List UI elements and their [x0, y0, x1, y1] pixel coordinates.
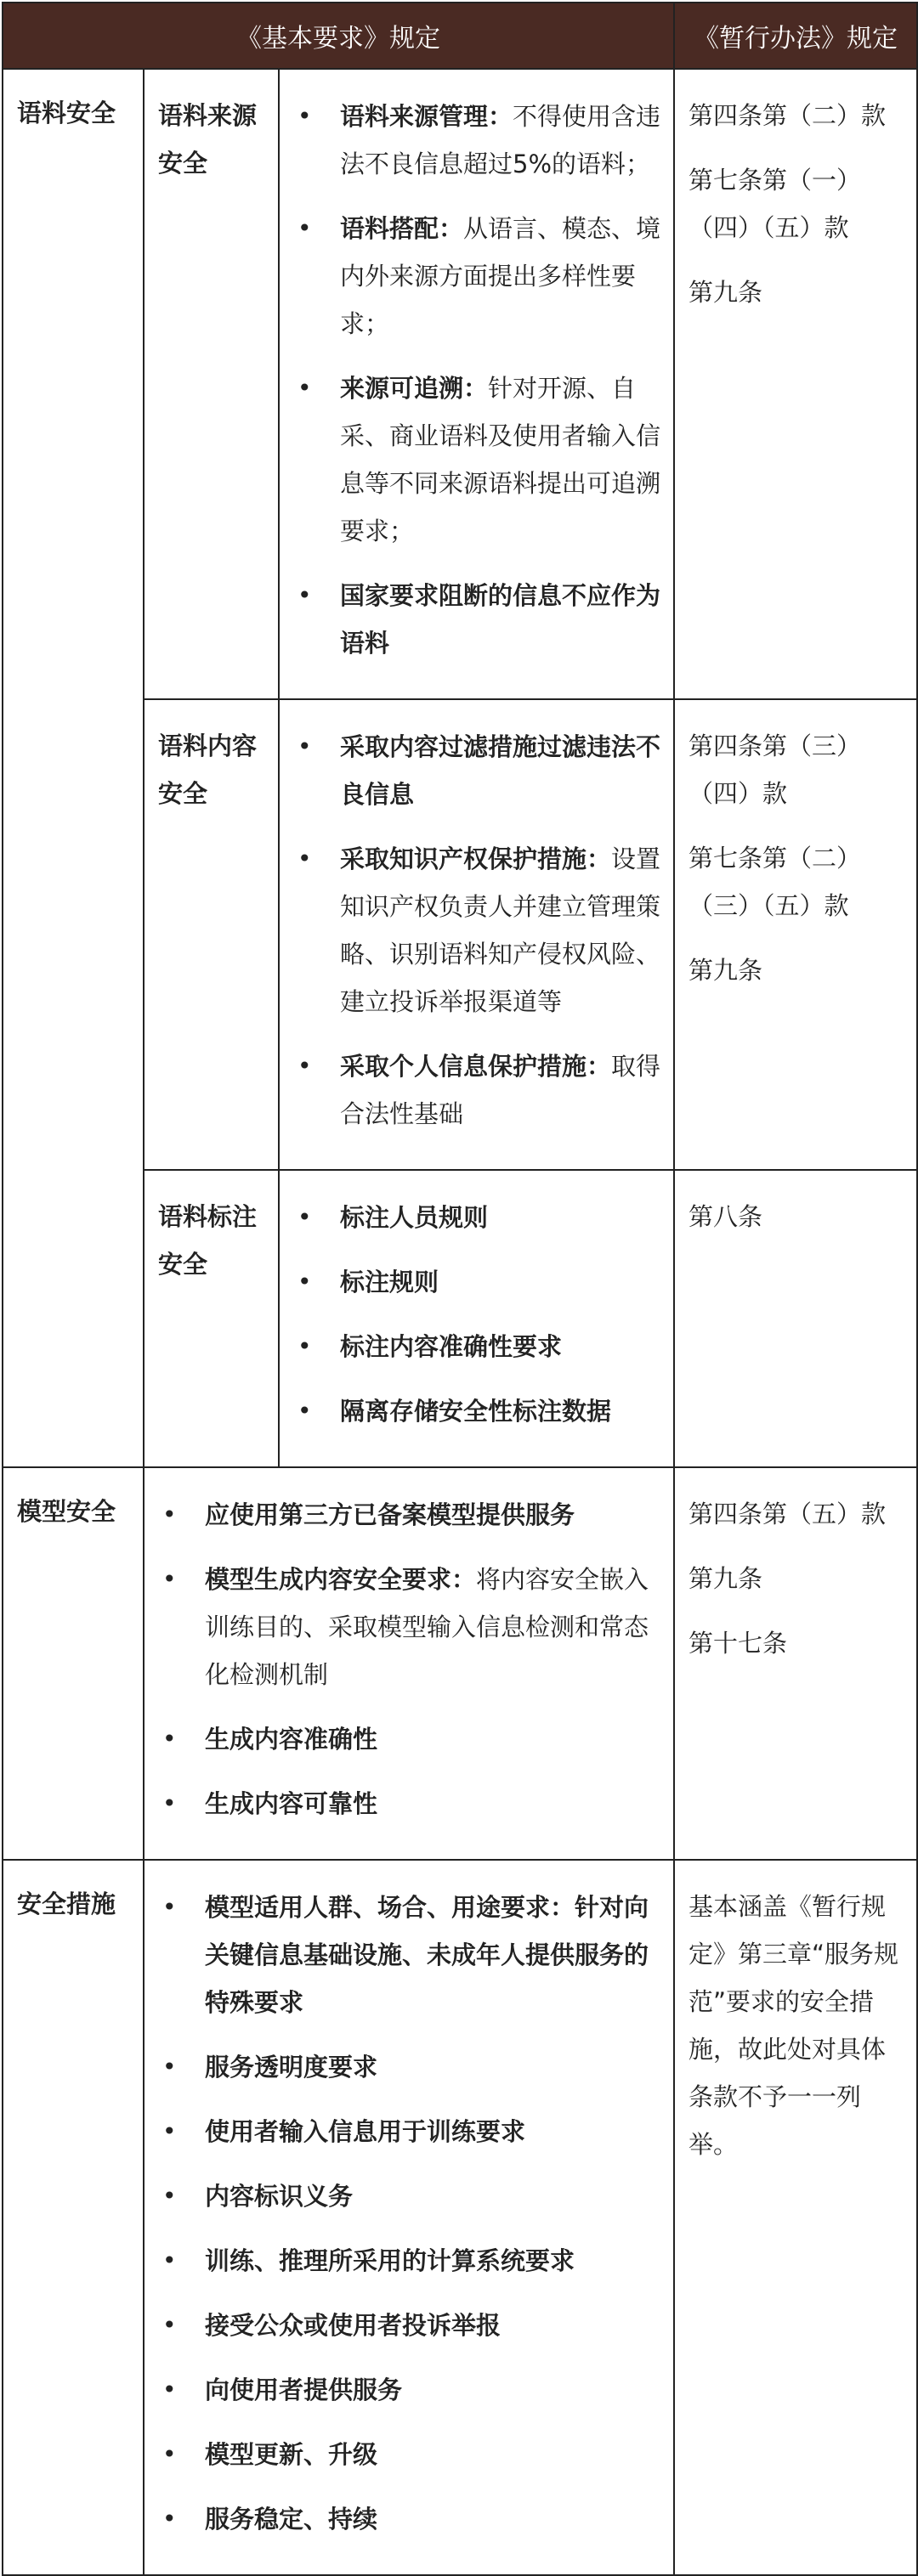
- item-detail: 针对开源、自采、商业语料及使用者输入信息等不同来源语料提出可追溯要求；: [340, 374, 661, 545]
- item-emphasis: 语料搭配：: [340, 214, 464, 243]
- article-reference: 第九条: [688, 956, 763, 985]
- list-item: [145, 2495, 664, 2543]
- list-item: [280, 93, 664, 188]
- requirement-list: [145, 1469, 672, 1858]
- list-item: [145, 2237, 664, 2285]
- item-detail: 取得合法性基础: [340, 1052, 661, 1128]
- article-reference: 第九条: [688, 278, 763, 307]
- subcategory-corpus-labeling: 语料标注安全: [144, 1170, 279, 1467]
- category-model-security: 模型安全: [3, 1467, 144, 1860]
- coverage-note: 基本涵盖《暂行规定》第三章“服务规范”要求的安全措施，故此处对具体条款不予一一列举。: [688, 1892, 899, 2159]
- header-interim-measures: 《暂行办法》规定: [674, 3, 917, 69]
- list-item: [145, 1556, 664, 1698]
- item-emphasis: 服务透明度要求: [205, 2053, 378, 2082]
- item-emphasis: 向使用者提供服务: [205, 2375, 403, 2404]
- subcategory-corpus-content: 语料内容安全: [144, 699, 279, 1170]
- article-reference: 第七条第（二）（三）（五）款: [688, 844, 862, 920]
- requirements-cell: [279, 69, 674, 699]
- item-emphasis: 国家要求阻断的信息不应作为语料: [340, 581, 661, 658]
- list-item: [280, 1387, 664, 1435]
- item-emphasis: 模型生成内容安全要求：: [205, 1565, 477, 1594]
- article-references: [674, 1467, 917, 1860]
- category-safety-measures: 安全措施: [3, 1860, 144, 2575]
- item-emphasis: 采取内容过滤措施过滤违法不良信息: [340, 732, 661, 809]
- list-item: [280, 572, 664, 667]
- list-item: [145, 1715, 664, 1763]
- list-item: [280, 1042, 664, 1138]
- item-emphasis: 模型更新、升级: [205, 2440, 378, 2469]
- header-basic-requirements: 《基本要求》规定: [3, 3, 674, 69]
- row-model-security: [3, 1467, 917, 1860]
- item-emphasis: 采取个人信息保护措施：: [340, 1052, 612, 1081]
- article-reference: 第四条第（五）款: [688, 1500, 887, 1528]
- article-references: [674, 1860, 917, 2575]
- item-emphasis: 标注内容准确性要求: [340, 1332, 563, 1361]
- list-item: [145, 2043, 664, 2091]
- item-emphasis: 生成内容准确性: [205, 1725, 378, 1754]
- list-item: [280, 835, 664, 1025]
- article-references: [674, 69, 917, 699]
- requirements-cell: [144, 1860, 674, 2575]
- requirement-list: [145, 1861, 672, 2573]
- list-item: [145, 2108, 664, 2155]
- subcategory-corpus-source: 语料来源安全: [144, 69, 279, 699]
- item-emphasis: 服务稳定、持续: [205, 2505, 378, 2534]
- item-emphasis: 来源可追溯：: [340, 374, 489, 403]
- item-emphasis: 采取知识产权保护措施：: [340, 845, 612, 873]
- article-reference: 第七条第（一）（四）（五）款: [688, 166, 862, 242]
- list-item: [145, 2431, 664, 2478]
- list-item: [145, 1884, 664, 2026]
- list-item: [280, 1194, 664, 1241]
- item-emphasis: 隔离存储安全性标注数据: [340, 1397, 612, 1426]
- list-item: [145, 1780, 664, 1827]
- item-emphasis: 标注人员规则: [340, 1203, 489, 1232]
- item-detail: 将内容安全嵌入训练目的、采取模型输入信息检测和常态化检测机制: [205, 1565, 649, 1689]
- article-reference: 第九条: [688, 1564, 763, 1593]
- requirement-list: [280, 701, 672, 1168]
- item-emphasis: 使用者输入信息用于训练要求: [205, 2117, 526, 2146]
- category-corpus-security: 语料安全: [3, 69, 144, 1467]
- requirements-cell: [279, 1170, 674, 1467]
- list-item: [280, 1323, 664, 1370]
- requirement-list: [280, 1172, 672, 1466]
- item-emphasis: 标注规则: [340, 1268, 439, 1296]
- item-emphasis: 接受公众或使用者投诉举报: [205, 2311, 502, 2340]
- article-reference: 第四条第（三）（四）款: [688, 732, 862, 808]
- item-emphasis: 内容标识义务: [205, 2182, 354, 2211]
- row-corpus-source: [3, 69, 917, 699]
- item-emphasis: 语料来源管理：: [340, 102, 513, 131]
- article-references: [674, 699, 917, 1170]
- requirement-list: [280, 71, 672, 698]
- list-item: [280, 723, 664, 818]
- list-item: [280, 1258, 664, 1306]
- row-safety-measures: [3, 1860, 917, 2575]
- item-detail: 设置知识产权负责人并建立管理策略、识别语料知产侵权风险、建立投诉举报渠道等: [340, 845, 661, 1016]
- list-item: [145, 1491, 664, 1539]
- item-emphasis: 训练、推理所采用的计算系统要求: [205, 2246, 575, 2275]
- requirements-cell: [144, 1467, 674, 1860]
- article-reference: 第四条第（二）款: [688, 101, 887, 130]
- item-detail: 从语言、模态、境内外来源方面提出多样性要求；: [340, 214, 661, 338]
- comparison-table: [2, 2, 918, 2576]
- item-emphasis: 生成内容可靠性: [205, 1789, 378, 1818]
- article-reference: 第十七条: [688, 1629, 788, 1658]
- list-item: [280, 205, 664, 347]
- list-item: [145, 2302, 664, 2349]
- list-item: [145, 2172, 664, 2220]
- list-item: [280, 364, 664, 555]
- article-reference: 第八条: [688, 1202, 763, 1231]
- list-item: [145, 2366, 664, 2414]
- requirements-cell: [279, 699, 674, 1170]
- item-emphasis: 应使用第三方已备案模型提供服务: [205, 1500, 575, 1529]
- item-detail: 不得使用含违法不良信息超过5%的语料；: [340, 102, 661, 178]
- header-row: [3, 3, 917, 69]
- article-references: [674, 1170, 917, 1467]
- item-emphasis: 模型适用人群、场合、用途要求：针对向关键信息基础设施、未成年人提供服务的特殊要求: [205, 1893, 649, 2017]
